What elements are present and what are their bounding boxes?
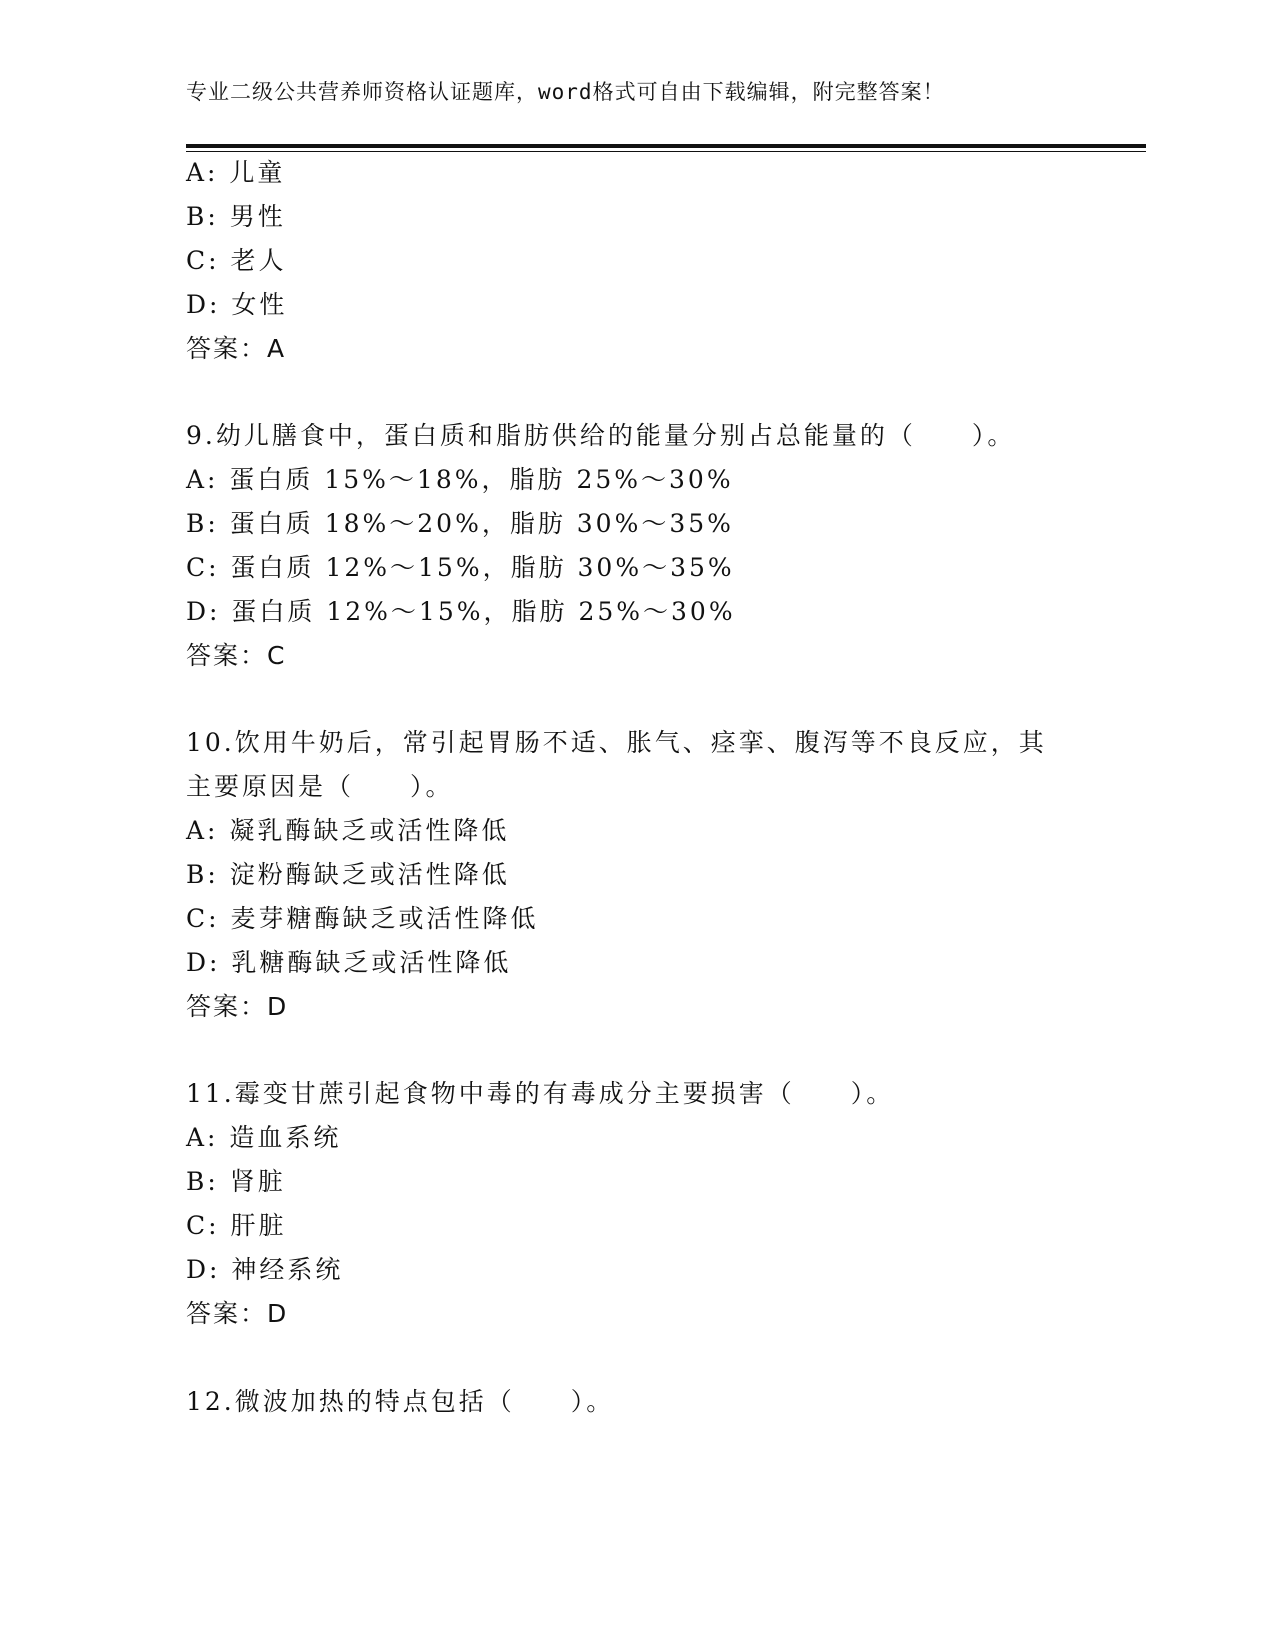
q11-option-d: D: 神经系统 [186,1255,344,1284]
header-rule-thin [186,151,1146,152]
q12-stem: 12.微波加热的特点包括（ ）。 [186,1387,615,1416]
q11-option-c: C: 肝脏 [186,1211,287,1240]
q10-option-a: A: 凝乳酶缺乏或活性降低 [186,816,510,845]
q10-answer: 答案：D [186,992,289,1021]
header-rule-thick [186,144,1146,148]
q10-stem-line1: 10.饮用牛奶后，常引起胃肠不适、胀气、痉挛、腹泻等不良反应，其 [186,728,1047,757]
q8-option-a: A: 儿童 [186,158,286,187]
q8-option-b: B: 男性 [186,202,286,231]
q8-option-c: C: 老人 [186,246,287,275]
page-header: 专业二级公共营养师资格认证题库，word格式可自由下载编辑，附完整答案！ [186,80,945,104]
q10-option-d: D: 乳糖酶缺乏或活性降低 [186,948,512,977]
q11-option-b: B: 肾脏 [186,1167,286,1196]
q8-answer: 答案：A [186,334,287,363]
q10-option-b: B: 淀粉酶缺乏或活性降低 [186,860,510,889]
q9-option-a: A: 蛋白质 15%～18%，脂肪 25%～30% [186,465,734,494]
q10-option-c: C: 麦芽糖酶缺乏或活性降低 [186,904,539,933]
q10-stem-line2: 主要原因是（ ）。 [186,772,454,801]
q11-option-a: A: 造血系统 [186,1123,342,1152]
q9-option-c: C: 蛋白质 12%～15%，脂肪 30%～35% [186,553,735,582]
q8-option-d: D: 女性 [186,290,288,319]
q11-stem: 11.霉变甘蔗引起食物中毒的有毒成分主要损害（ ）。 [186,1079,895,1108]
q9-answer: 答案：C [186,641,287,670]
q9-option-d: D: 蛋白质 12%～15%，脂肪 25%～30% [186,597,736,626]
q9-option-b: B: 蛋白质 18%～20%，脂肪 30%～35% [186,509,734,538]
q11-answer: 答案：D [186,1299,289,1328]
q9-stem: 9.幼儿膳食中，蛋白质和脂肪供给的能量分别占总能量的（ ）。 [186,421,1016,450]
